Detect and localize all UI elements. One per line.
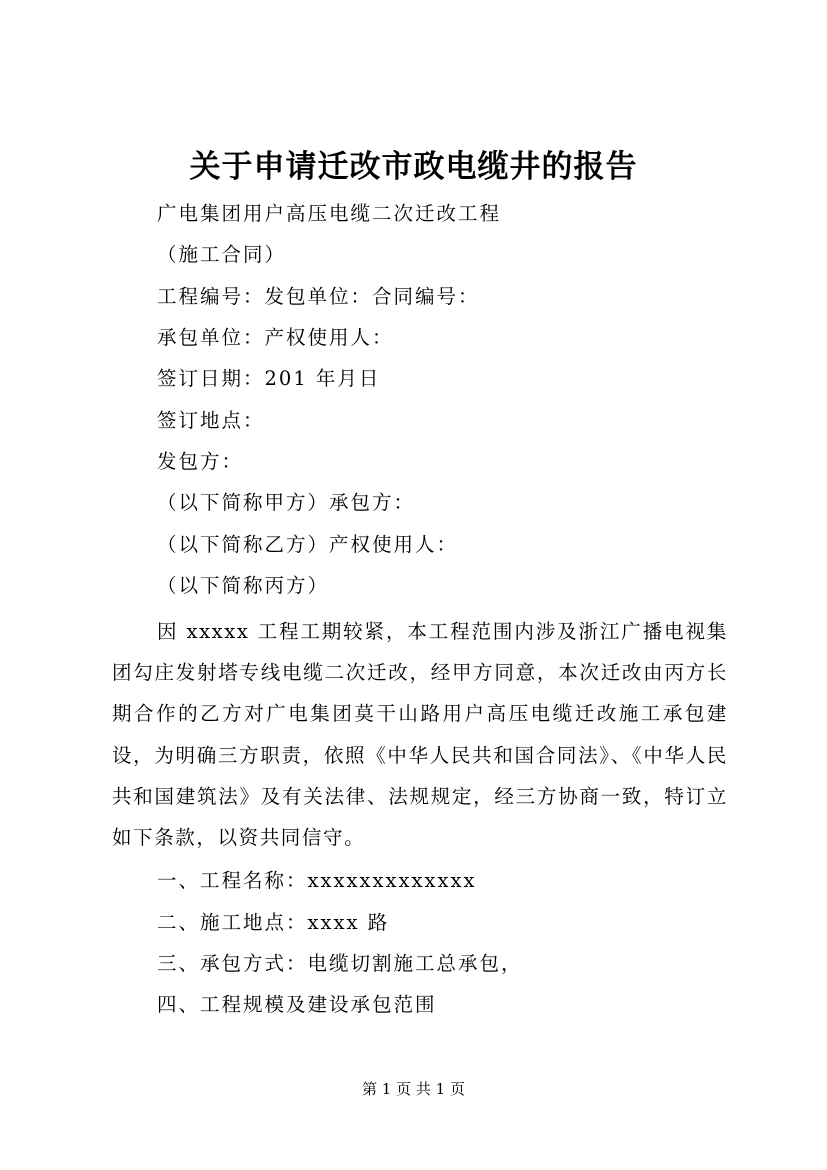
party-b-line: （以下简称乙方）产权使用人： bbox=[157, 533, 459, 556]
item-project-name: 一、工程名称：xxxxxxxxxxxxx bbox=[157, 869, 477, 892]
signing-place-line: 签订地点： bbox=[157, 409, 265, 432]
party-a-line: （以下简称甲方）承包方： bbox=[157, 491, 416, 514]
item-construction-site: 二、施工地点：xxxx 路 bbox=[157, 911, 390, 934]
employer-line: 发包方： bbox=[157, 450, 244, 473]
document-title: 关于申请迁改市政电缆井的报告 bbox=[189, 149, 638, 185]
project-number-line: 工程编号：发包单位：合同编号： bbox=[157, 285, 480, 308]
party-c-line: （以下简称丙方） bbox=[157, 574, 330, 597]
signing-date-line: 签订日期：201 年月日 bbox=[157, 367, 381, 390]
contract-type-line: （施工合同） bbox=[157, 243, 287, 266]
item-project-scope: 四、工程规模及建设承包范围 bbox=[157, 993, 437, 1016]
project-name-line: 广电集团用户高压电缆二次迁改工程 bbox=[157, 202, 502, 225]
item-contract-method: 三、承包方式：电缆切割施工总承包， bbox=[157, 952, 523, 975]
body-paragraph: 因 xxxxx 工程工期较紧，本工程范围内涉及浙江广播电视集团勾庄发射塔专线电缆二次迁改，经甲方同意，本次迁改由丙方长期合作的乙方对广电集团莫干山路用户高压电缆迁改施工承包建设，为明确三方职责，依照《中华人民共和国合同法》、《中华人民共和国建筑法》及有关法律、法规规定，经三方协商一致，特订立如下条款，以资共同信守。 bbox=[112, 620, 728, 850]
contractor-line: 承包单位：产权使用人： bbox=[157, 326, 394, 349]
page-footer: 第 1 页 共 1 页 bbox=[362, 1080, 465, 1098]
